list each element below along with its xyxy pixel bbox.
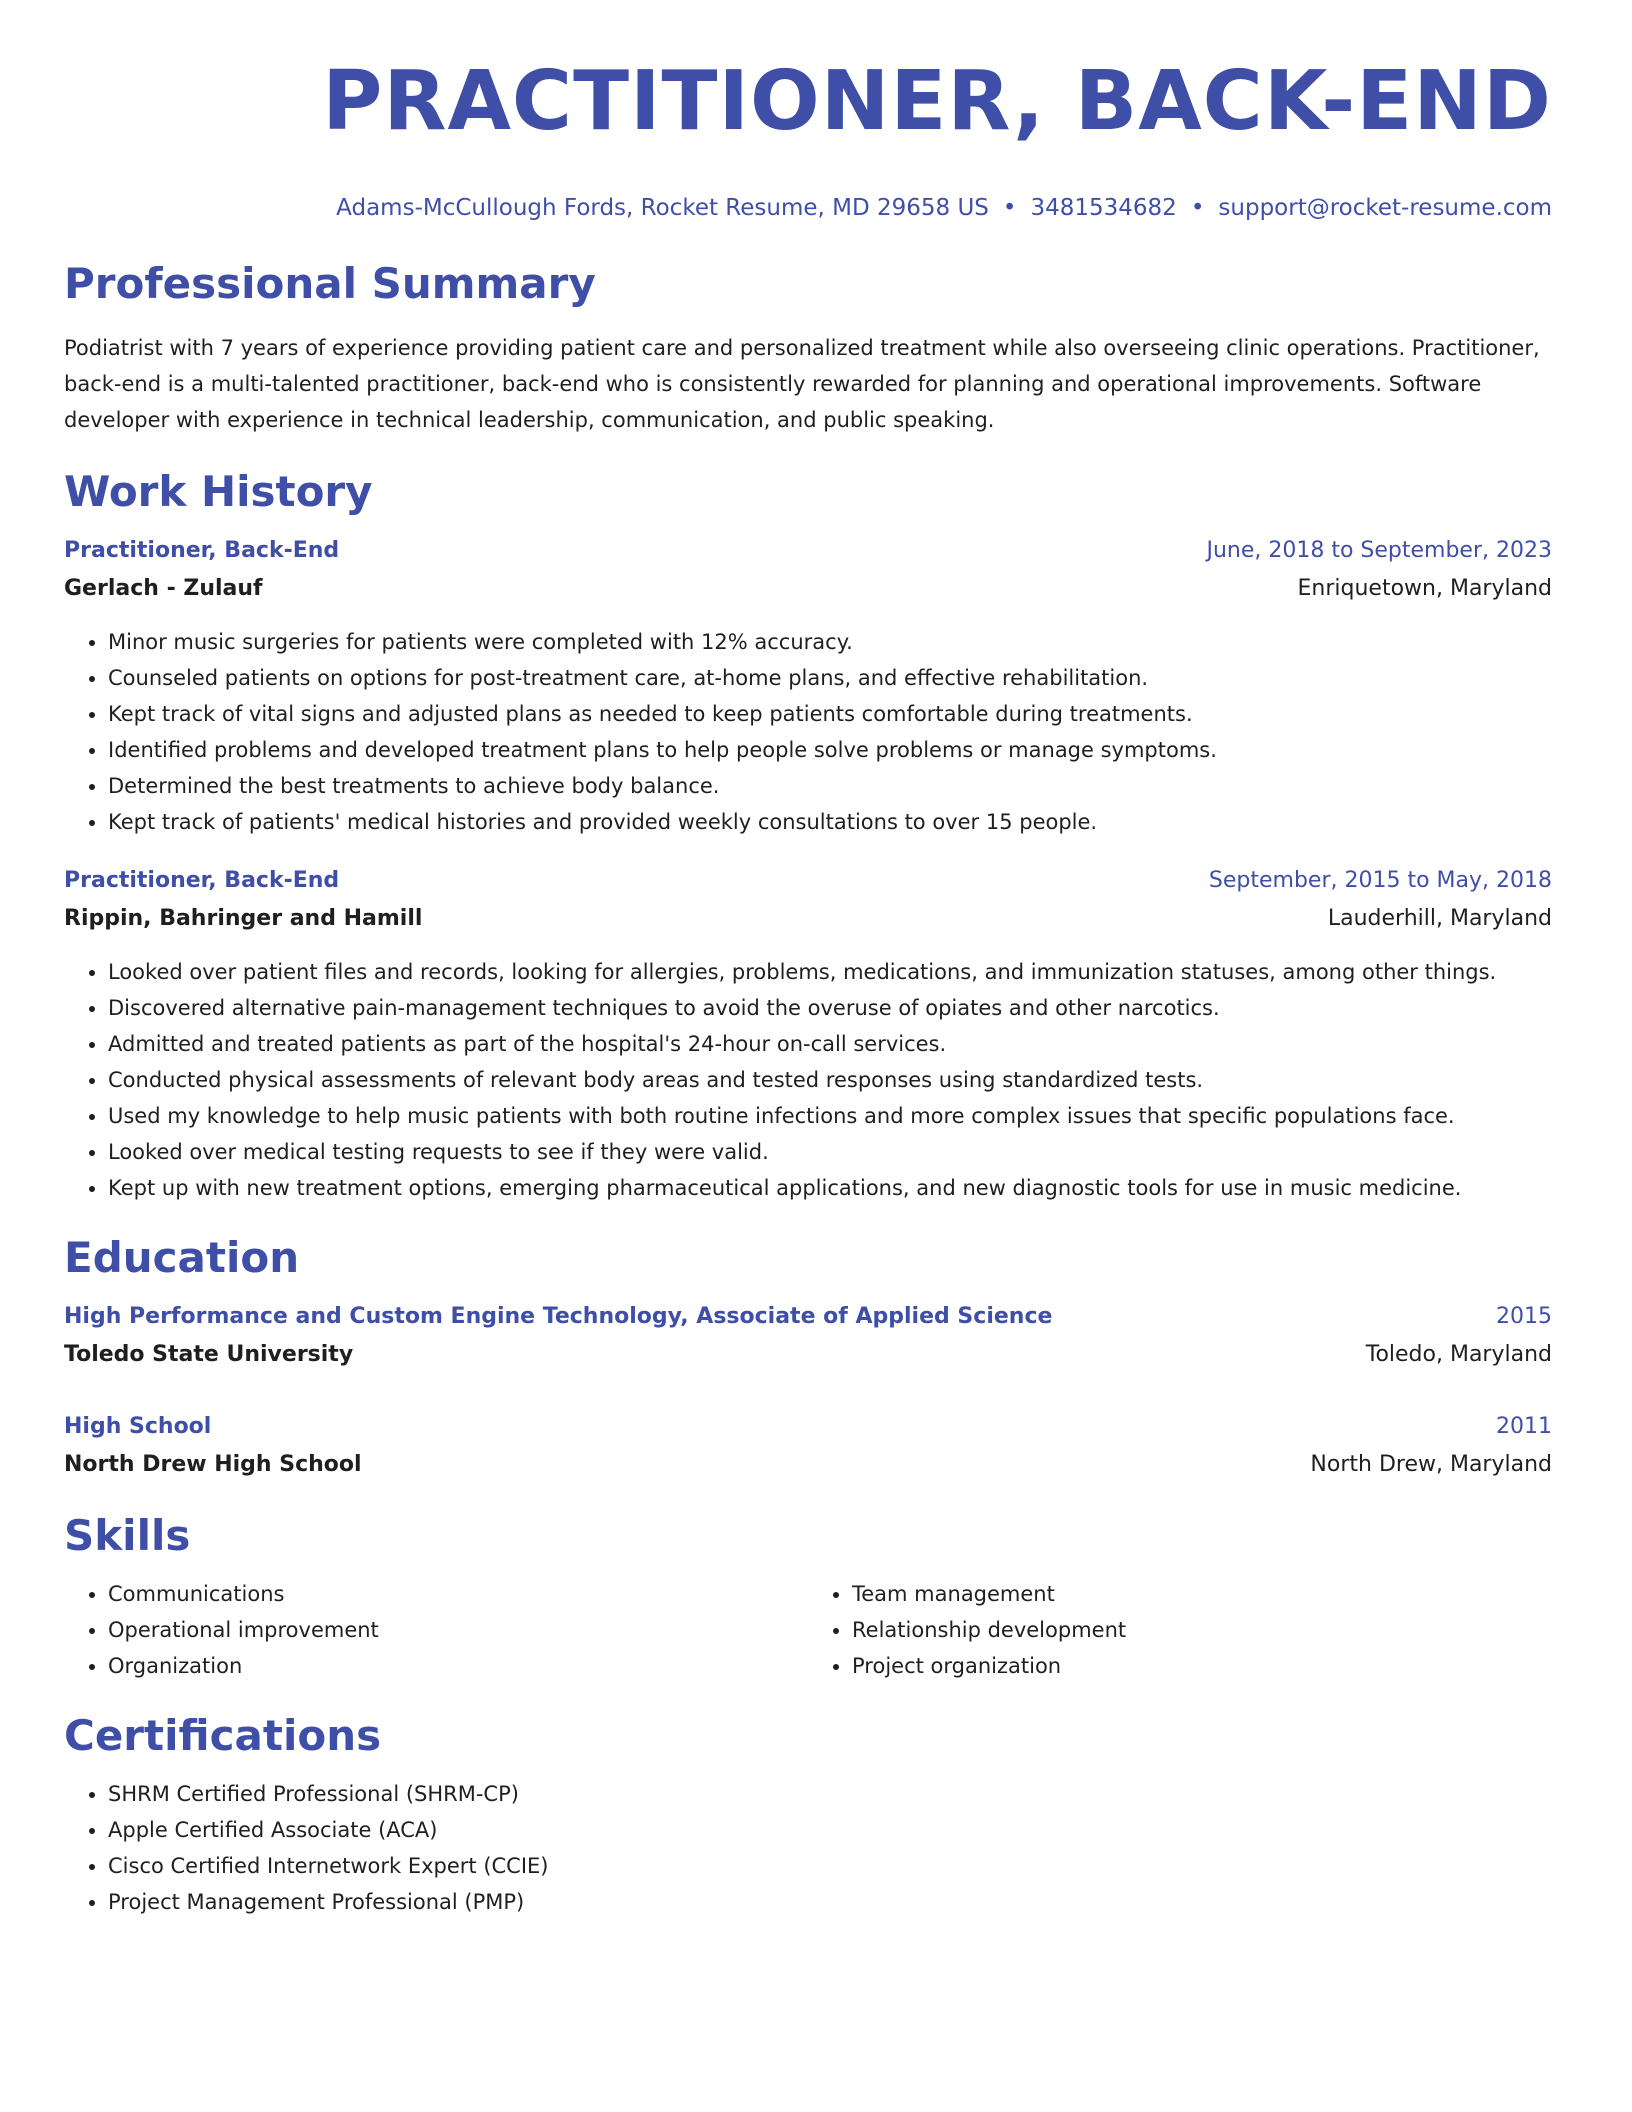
job-duty: • Used my knowledge to help music patients with both routine infections and more complex issues that specific populations face. bbox=[108, 1098, 1552, 1134]
skill-item: • Operational improvement bbox=[108, 1612, 808, 1648]
education-degree: High School bbox=[64, 1414, 212, 1439]
job-company: Rippin, Bahringer and Hamill bbox=[64, 906, 423, 931]
skills-grid bbox=[64, 1576, 1552, 1684]
summary-heading: Professional Summary bbox=[64, 259, 596, 308]
candidate-name: PRACTITIONER, BACK-END bbox=[322, 54, 1552, 149]
job-title: Practitioner, Back-End bbox=[64, 538, 340, 563]
education-subheader bbox=[64, 1336, 1552, 1374]
job-dates: September, 2015 to May, 2018 bbox=[1208, 868, 1552, 893]
job-duty: • Discovered alternative pain-management techniques to avoid the overuse of opiates and other narcotics. bbox=[108, 990, 1552, 1026]
education-school: North Drew High School bbox=[64, 1452, 362, 1477]
skills-section bbox=[64, 1510, 1552, 1684]
skill-item: • Project organization bbox=[852, 1648, 1552, 1684]
job-duty: • Kept up with new treatment options, emerging pharmaceutical applications, and new diagnostic tools for use in music medicine. bbox=[108, 1170, 1552, 1206]
education-year: 2011 bbox=[1496, 1414, 1552, 1439]
education-degree: High Performance and Custom Engine Technology, Associate of Applied Science bbox=[64, 1304, 1053, 1329]
skills-list-right bbox=[808, 1576, 1552, 1684]
contact-separator: • bbox=[1190, 195, 1205, 221]
summary-section bbox=[64, 258, 1552, 438]
job-subheader bbox=[64, 900, 1552, 938]
education-location: North Drew, Maryland bbox=[1310, 1452, 1552, 1477]
job-duty: • Kept track of patients' medical histories and provided weekly consultations to over 15 people. bbox=[108, 804, 1552, 840]
education-header bbox=[64, 1298, 1552, 1336]
job-entry bbox=[64, 862, 1552, 1206]
contact-separator: • bbox=[1002, 195, 1017, 221]
skills-list-left bbox=[64, 1576, 808, 1684]
certifications-section bbox=[64, 1710, 1552, 1920]
certification-item: • Cisco Certified Internetwork Expert (CCIE) bbox=[108, 1848, 1552, 1884]
skill-item: • Organization bbox=[108, 1648, 808, 1684]
job-duty: • Conducted physical assessments of relevant body areas and tested responses using standardized tests. bbox=[108, 1062, 1552, 1098]
job-duty: • Looked over medical testing requests to see if they were valid. bbox=[108, 1134, 1552, 1170]
skill-item: • Communications bbox=[108, 1576, 808, 1612]
job-duty: • Admitted and treated patients as part of the hospital's 24-hour on-call services. bbox=[108, 1026, 1552, 1062]
contact-line bbox=[64, 192, 1552, 224]
education-entry bbox=[64, 1408, 1552, 1484]
education-heading: Education bbox=[64, 1233, 300, 1282]
job-location: Enriquetown, Maryland bbox=[1297, 576, 1552, 601]
job-duties-list bbox=[64, 954, 1552, 1206]
job-duty: • Minor music surgeries for patients were completed with 12% accuracy. bbox=[108, 624, 1552, 660]
education-subheader bbox=[64, 1446, 1552, 1484]
job-duties-list bbox=[64, 624, 1552, 840]
work-history-heading: Work History bbox=[64, 467, 373, 516]
contact-address: Adams-McCullough Fords, Rocket Resume, MD 29658 US bbox=[336, 195, 989, 221]
certifications-heading: Certifications bbox=[64, 1711, 382, 1760]
job-location: Lauderhill, Maryland bbox=[1327, 906, 1552, 931]
job-header bbox=[64, 532, 1552, 570]
education-location: Toledo, Maryland bbox=[1365, 1342, 1552, 1367]
skill-item: • Relationship development bbox=[852, 1612, 1552, 1648]
job-duty: • Identified problems and developed treatment plans to help people solve problems or manage symptoms. bbox=[108, 732, 1552, 768]
job-duty: • Looked over patient files and records, looking for allergies, problems, medications, and immunization statuses, among other things. bbox=[108, 954, 1552, 990]
job-dates: June, 2018 to September, 2023 bbox=[1206, 538, 1552, 563]
job-duty: • Kept track of vital signs and adjusted plans as needed to keep patients comfortable during treatments. bbox=[108, 696, 1552, 732]
job-header bbox=[64, 862, 1552, 900]
job-duty: • Determined the best treatments to achieve body balance. bbox=[108, 768, 1552, 804]
education-year: 2015 bbox=[1496, 1304, 1552, 1329]
job-title: Practitioner, Back-End bbox=[64, 868, 340, 893]
contact-phone: 3481534682 bbox=[1030, 195, 1177, 221]
job-subheader bbox=[64, 570, 1552, 608]
work-history-section bbox=[64, 466, 1552, 1206]
certifications-list bbox=[64, 1776, 1552, 1920]
certification-item: • Apple Certified Associate (ACA) bbox=[108, 1812, 1552, 1848]
summary-text: Podiatrist with 7 years of experience providing patient care and personalized treatment while also overseeing clinic operations. Practitioner, back-end is a multi-talented practitioner, back-end who is consistently rewarded for planning and operational improvements. Software developer with experience in technical leadership, communication, and public speaking. bbox=[64, 336, 1540, 432]
certification-item: • Project Management Professional (PMP) bbox=[108, 1884, 1552, 1920]
job-duty: • Counseled patients on options for post-treatment care, at-home plans, and effective rehabilitation. bbox=[108, 660, 1552, 696]
job-company: Gerlach - Zulauf bbox=[64, 576, 263, 601]
skill-item: • Team management bbox=[852, 1576, 1552, 1612]
education-school: Toledo State University bbox=[64, 1342, 354, 1367]
skills-heading: Skills bbox=[64, 1511, 191, 1560]
job-entry bbox=[64, 532, 1552, 840]
certification-item: • SHRM Certified Professional (SHRM-CP) bbox=[108, 1776, 1552, 1812]
education-header bbox=[64, 1408, 1552, 1446]
contact-email: support@rocket-resume.com bbox=[1218, 195, 1552, 221]
education-entry bbox=[64, 1298, 1552, 1374]
education-section bbox=[64, 1232, 1552, 1484]
